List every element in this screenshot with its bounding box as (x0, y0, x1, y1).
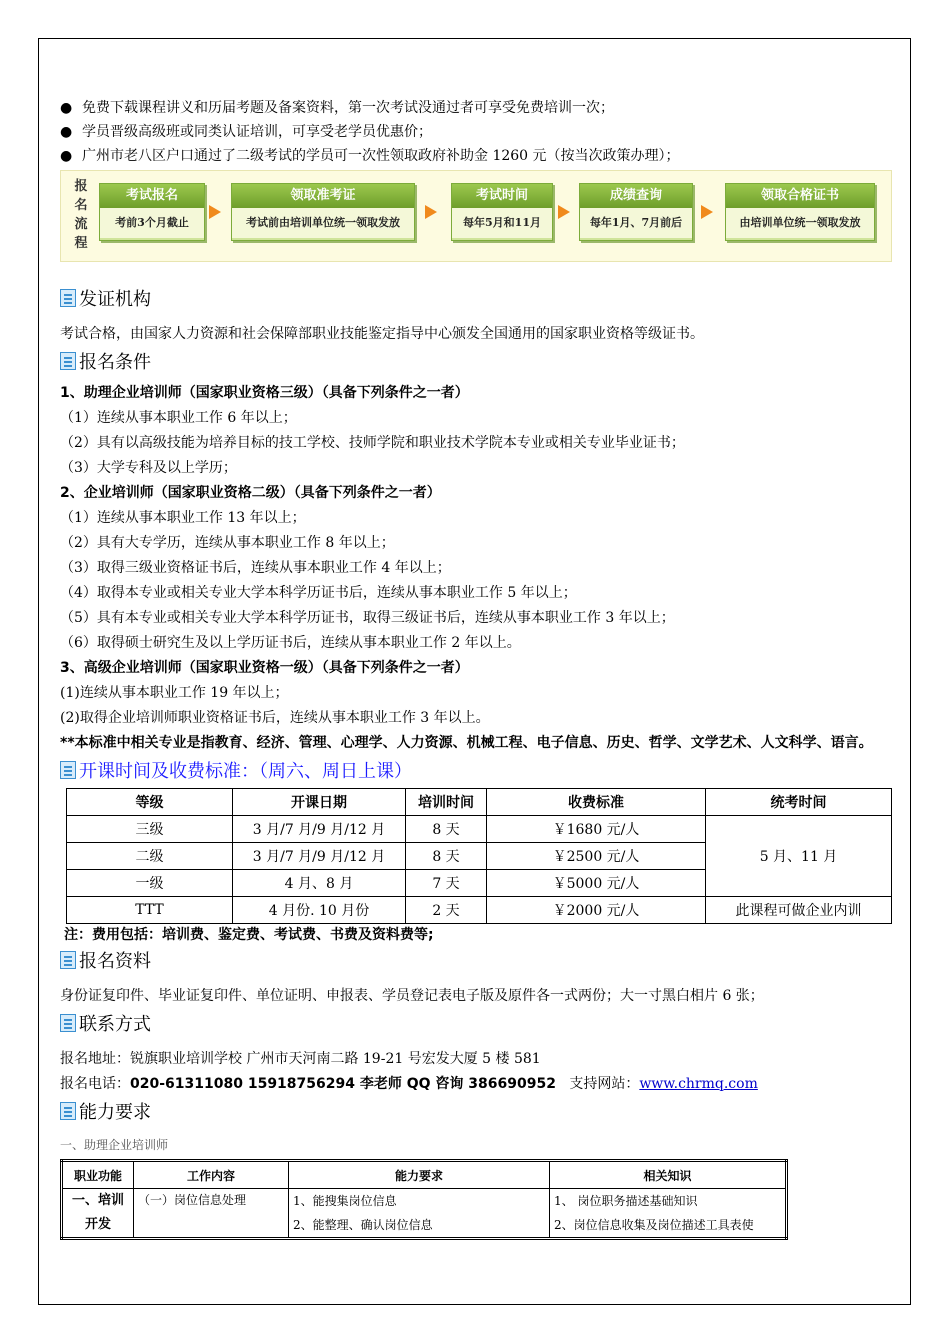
table-cell: （一）岗位信息处理 (134, 1189, 289, 1239)
condition-heading: 1、助理企业培训师（国家职业资格三级）（具备下列条件之一者） (60, 385, 469, 401)
flow-label: 报名流程 (74, 179, 88, 251)
document-icon (60, 1102, 76, 1120)
table-cell: TTT (67, 897, 233, 924)
bullet-text: 免费下载课程讲义和历届考题及备案资料，第一次考试没通过者可享受免费培训一次； (82, 100, 614, 116)
arrow-right-icon (209, 205, 221, 219)
table-row (67, 897, 892, 924)
flow-step-sub: 考试前由培训单位统一领取发放 (232, 208, 414, 238)
condition-item: （3）取得三级业资格证书后，连续从事本职业工作 4 年以上； (60, 560, 451, 576)
ability-req: 2、能整理、确认岗位信息 (293, 1218, 433, 1232)
section-title: 联系方式 (79, 1014, 151, 1035)
table-cell: 一、培训开发 (62, 1189, 134, 1239)
flow-step (231, 183, 415, 241)
condition-heading: 2、企业培训师（国家职业资格二级）（具备下列条件之一者） (60, 485, 441, 501)
docs-text: 身份证复印件、毕业证复印件、单位证明、申报表、学员登记表电子版及原件各一式两份；大一寸黑白相片 6 张； (60, 988, 764, 1004)
flow-step-sub: 由培训单位统一领取发放 (726, 208, 874, 238)
table-cell: 二级 (67, 843, 233, 870)
arrow-right-icon (701, 205, 713, 219)
phone-numbers: 020-61311080 15918756294 李老师 QQ 咨询 386690952 (130, 1076, 556, 1092)
table-cell: ￥1680 元/人 (487, 816, 706, 843)
document-icon (60, 951, 76, 969)
ability-knowledge: 1、 岗位职务描述基础知识 (554, 1194, 698, 1208)
cert-text: 考试合格，由国家人力资源和社会保障部职业技能鉴定指导中心颁发全国通用的国家职业资格等级证书。 (60, 326, 704, 342)
arrow-right-icon (425, 205, 437, 219)
table-header-row (62, 1161, 787, 1189)
fee-note: 注：费用包括：培训费、鉴定费、考试费、书费及资料费等; (64, 927, 434, 943)
flow-step-title: 领取合格证书 (726, 184, 874, 208)
table-header: 工作内容 (134, 1161, 289, 1189)
contact-address: 报名地址：锐旗职业培训学校 广州市天河南二路 19-21 号宏发大厦 5 楼 581 (60, 1051, 541, 1067)
condition-item: （6）取得硕士研究生及以上学历证书后，连续从事本职业工作 2 年以上。 (60, 635, 521, 651)
section-title: 报名条件 (79, 352, 151, 373)
section-heading-docs (60, 946, 892, 974)
section-title: 开课时间及收费标准：（周六、周日上课） (79, 761, 412, 782)
table-header: 能力要求 (289, 1161, 550, 1189)
bullet-item (60, 144, 892, 168)
conditions-list (60, 381, 892, 756)
phone-label: 报名电话： (60, 1076, 130, 1092)
condition-item: （5）具有本专业或相关专业大学本科学历证书，取得三级证书后，连续从事本职业工作 3 年以上； (60, 610, 675, 626)
section-heading-contact (60, 1009, 892, 1037)
section-heading-cert (60, 284, 892, 312)
document-content (60, 96, 892, 1240)
table-cell: 8 天 (406, 843, 487, 870)
document-icon (60, 761, 76, 779)
table-cell: 一级 (67, 870, 233, 897)
table-cell: 4 月份. 10 月份 (233, 897, 406, 924)
bullet-icon: ● (60, 124, 73, 140)
document-icon (60, 1014, 76, 1032)
document-icon (60, 289, 76, 307)
condition-item: （3）大学专科及以上学历； (60, 460, 237, 476)
table-cell: 8 天 (406, 816, 487, 843)
table-cell: ￥2500 元/人 (487, 843, 706, 870)
bullet-icon: ● (60, 100, 73, 116)
table-cell: 此课程可做企业内训 (706, 897, 892, 924)
document-icon (60, 352, 76, 370)
section-heading-ability (60, 1097, 892, 1125)
table-cell: ￥5000 元/人 (487, 870, 706, 897)
flow-step-title: 考试报名 (100, 184, 204, 208)
table-row (67, 816, 892, 843)
table-cell: 2 天 (406, 897, 487, 924)
condition-item: （1）连续从事本职业工作 13 年以上； (60, 510, 306, 526)
table-cell: ￥2000 元/人 (487, 897, 706, 924)
ability-table (60, 1159, 788, 1240)
contact-phone-line (60, 1072, 892, 1097)
related-fields-note: **本标准中相关专业是指教育、经济、管理、心理学、人力资源、机械工程、电子信息、历史、哲学、文学艺术、人文科学、语言。 (60, 735, 873, 751)
section-title: 能力要求 (79, 1102, 151, 1123)
ability-subtitle: 一、助理企业培训师 (60, 1138, 169, 1152)
table-header: 培训时间 (406, 789, 487, 816)
table-cell (550, 1189, 787, 1239)
bullet-text: 学员晋级高级班或同类认证培训，可享受老学员优惠价； (82, 124, 432, 140)
condition-item: （4）取得本专业或相关专业大学本科学历证书后，连续从事本职业工作 5 年以上； (60, 585, 577, 601)
flow-step-sub: 每年5月和11月 (452, 208, 552, 238)
table-cell: 3 月/7 月/9 月/12 月 (233, 816, 406, 843)
ability-knowledge: 2、岗位信息收集及岗位描述工具表使 (554, 1218, 754, 1232)
flow-step (725, 183, 875, 241)
table-header: 相关知识 (550, 1161, 787, 1189)
condition-item: (2)取得企业培训师职业资格证书后，连续从事本职业工作 3 年以上。 (60, 710, 490, 726)
flow-step-sub: 考前3个月截止 (100, 208, 204, 238)
bullet-icon: ● (60, 148, 73, 164)
table-header: 统考时间 (706, 789, 892, 816)
bullet-item (60, 120, 892, 144)
section-title: 发证机构 (79, 289, 151, 310)
section-heading-fees (60, 756, 892, 784)
condition-item: (1)连续从事本职业工作 19 年以上； (60, 685, 289, 701)
section-heading-conditions (60, 347, 892, 375)
bullet-text: 广州市老八区户口通过了二级考试的学员可一次性领取政府补助金 1260 元（按当次政策办理）； (82, 148, 680, 164)
flow-step-sub: 每年1月、7月前后 (580, 208, 692, 238)
table-cell: 7 天 (406, 870, 487, 897)
ability-req: 1、能搜集岗位信息 (293, 1194, 397, 1208)
condition-item: （2）具有以高级技能为培养目标的技工学校、技师学院和职业技术学院本专业或相关专业毕业证书； (60, 435, 685, 451)
condition-item: （2）具有大专学历，连续从事本职业工作 8 年以上； (60, 535, 395, 551)
table-header: 开课日期 (233, 789, 406, 816)
table-cell: 三级 (67, 816, 233, 843)
table-cell (289, 1189, 550, 1239)
table-header: 等级 (67, 789, 233, 816)
table-header-row (67, 789, 892, 816)
table-row (62, 1189, 787, 1239)
bullet-item (60, 96, 892, 120)
table-header: 职业功能 (62, 1161, 134, 1189)
table-cell: 4 月、8 月 (233, 870, 406, 897)
table-cell: 3 月/7 月/9 月/12 月 (233, 843, 406, 870)
fee-table (66, 788, 892, 924)
flow-step-title: 考试时间 (452, 184, 552, 208)
flow-step (451, 183, 553, 241)
registration-flow (60, 170, 892, 262)
section-title: 报名资料 (79, 951, 151, 972)
table-header: 收费标准 (487, 789, 706, 816)
flow-step-title: 成绩查询 (580, 184, 692, 208)
website-link[interactable]: www.chrmq.com (639, 1076, 758, 1092)
condition-item: （1）连续从事本职业工作 6 年以上； (60, 410, 297, 426)
flow-step (99, 183, 205, 241)
flow-step-title: 领取准考证 (232, 184, 414, 208)
site-label: 支持网站： (569, 1076, 640, 1092)
flow-step (579, 183, 693, 241)
arrow-right-icon (558, 205, 570, 219)
table-cell: 5 月、11 月 (706, 816, 892, 897)
condition-heading: 3、高级企业培训师（国家职业资格一级）（具备下列条件之一者） (60, 660, 469, 676)
